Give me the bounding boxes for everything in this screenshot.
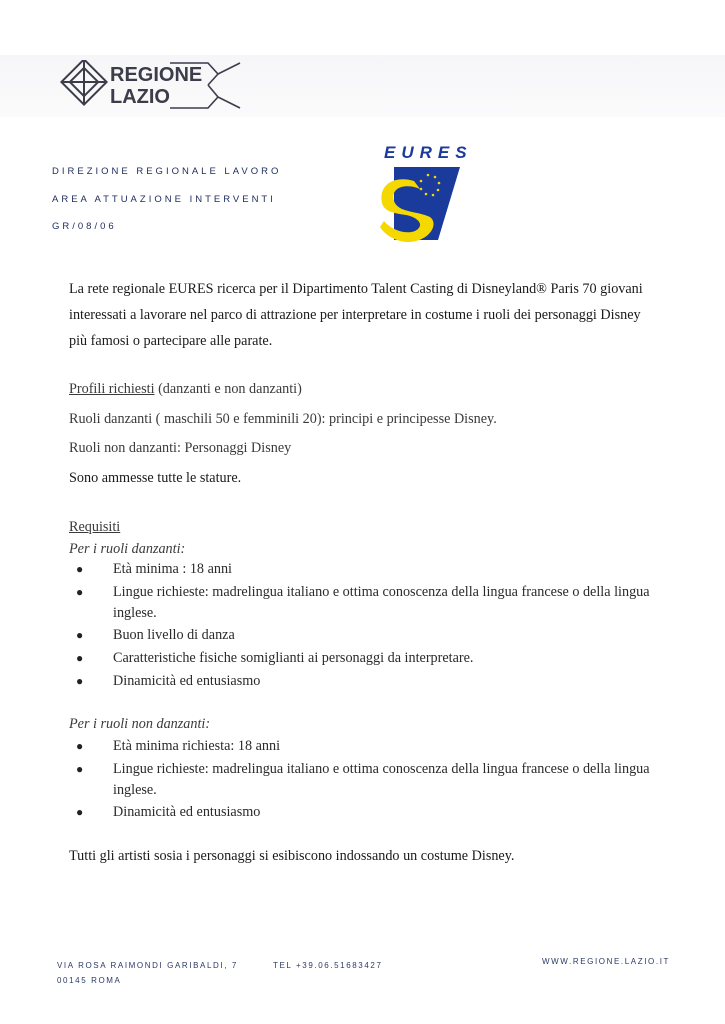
list-item-continuation: inglese. (113, 605, 157, 621)
list-item: Dinamicità ed entusiasmo (113, 673, 261, 689)
non-dancers-subheading: Per i ruoli non danzanti: (69, 716, 211, 732)
list-item: Dinamicità ed entusiasmo (113, 804, 261, 820)
profiles-heading: Profili richiesti (69, 381, 155, 397)
bullet-icon: ● (76, 585, 84, 599)
statures-note: Sono ammesse tutte le stature. (69, 470, 242, 486)
intro-line-3: più famosi o partecipare alle parate. (69, 333, 273, 349)
bullet-icon: ● (76, 805, 84, 819)
eures-logo (372, 143, 473, 247)
dancer-roles: Ruoli danzanti ( maschili 50 e femminili 20): principi e principesse Disney. (69, 411, 497, 427)
profiles-heading-suffix: (danzanti e non danzanti) (154, 381, 302, 397)
list-item: Buon livello di danza (113, 627, 235, 643)
list-item: Età minima : 18 anni (113, 561, 232, 577)
bullet-icon: ● (76, 562, 84, 576)
list-item: Caratteristiche fisiche somiglianti ai personaggi da interpretare. (113, 650, 474, 666)
intro-line-1: La rete regionale EURES ricerca per il Dipartimento Talent Casting di Disneyland® Paris 70 giovani (69, 281, 643, 297)
list-item-continuation: inglese. (113, 782, 157, 798)
bullet-icon: ● (76, 739, 84, 753)
bullet-icon: ● (76, 628, 84, 642)
bullet-icon: ● (76, 651, 84, 665)
reference-code: GR/08/06 (52, 221, 117, 232)
footer-address-line-1: VIA ROSA RAIMONDI GARIBALDI, 7 (57, 961, 238, 970)
footer-address-line-2: 00145 ROMA (57, 976, 122, 985)
eures-wordmark: EURES (384, 143, 473, 162)
list-item: Lingue richieste: madrelingua italiano e ottima conoscenza della lingua francese o della lingua (113, 761, 650, 777)
footer-website: WWW.REGIONE.LAZIO.IT (542, 957, 670, 966)
bullet-icon: ● (76, 762, 84, 776)
dancers-subheading: Per i ruoli danzanti: (69, 541, 186, 557)
bullet-icon: ● (76, 674, 84, 688)
regione-lazio-logo (58, 60, 243, 112)
intro-line-2: interessati a lavorare nel parco di attrazione per interpretare in costume i ruoli dei personaggi Disney (69, 307, 641, 323)
requirements-heading: Requisiti (69, 519, 121, 535)
department-label: DIREZIONE REGIONALE LAVORO (52, 166, 282, 177)
non-dancer-roles: Ruoli non danzanti: Personaggi Disney (69, 440, 292, 456)
footer-telephone: TEL +39.06.51683427 (273, 961, 383, 970)
list-item: Età minima richiesta: 18 anni (113, 738, 281, 754)
closing-statement: Tutti gli artisti sosia i personaggi si esibiscono indossando un costume Disney. (69, 848, 515, 864)
area-label: AREA ATTUAZIONE INTERVENTI (52, 194, 276, 205)
list-item: Lingue richieste: madrelingua italiano e ottima conoscenza della lingua francese o della lingua (113, 584, 650, 600)
logo-line-regione: REGIONE (110, 64, 203, 86)
logo-line-lazio: LAZIO (110, 86, 170, 108)
profiles-heading-line (69, 378, 684, 400)
